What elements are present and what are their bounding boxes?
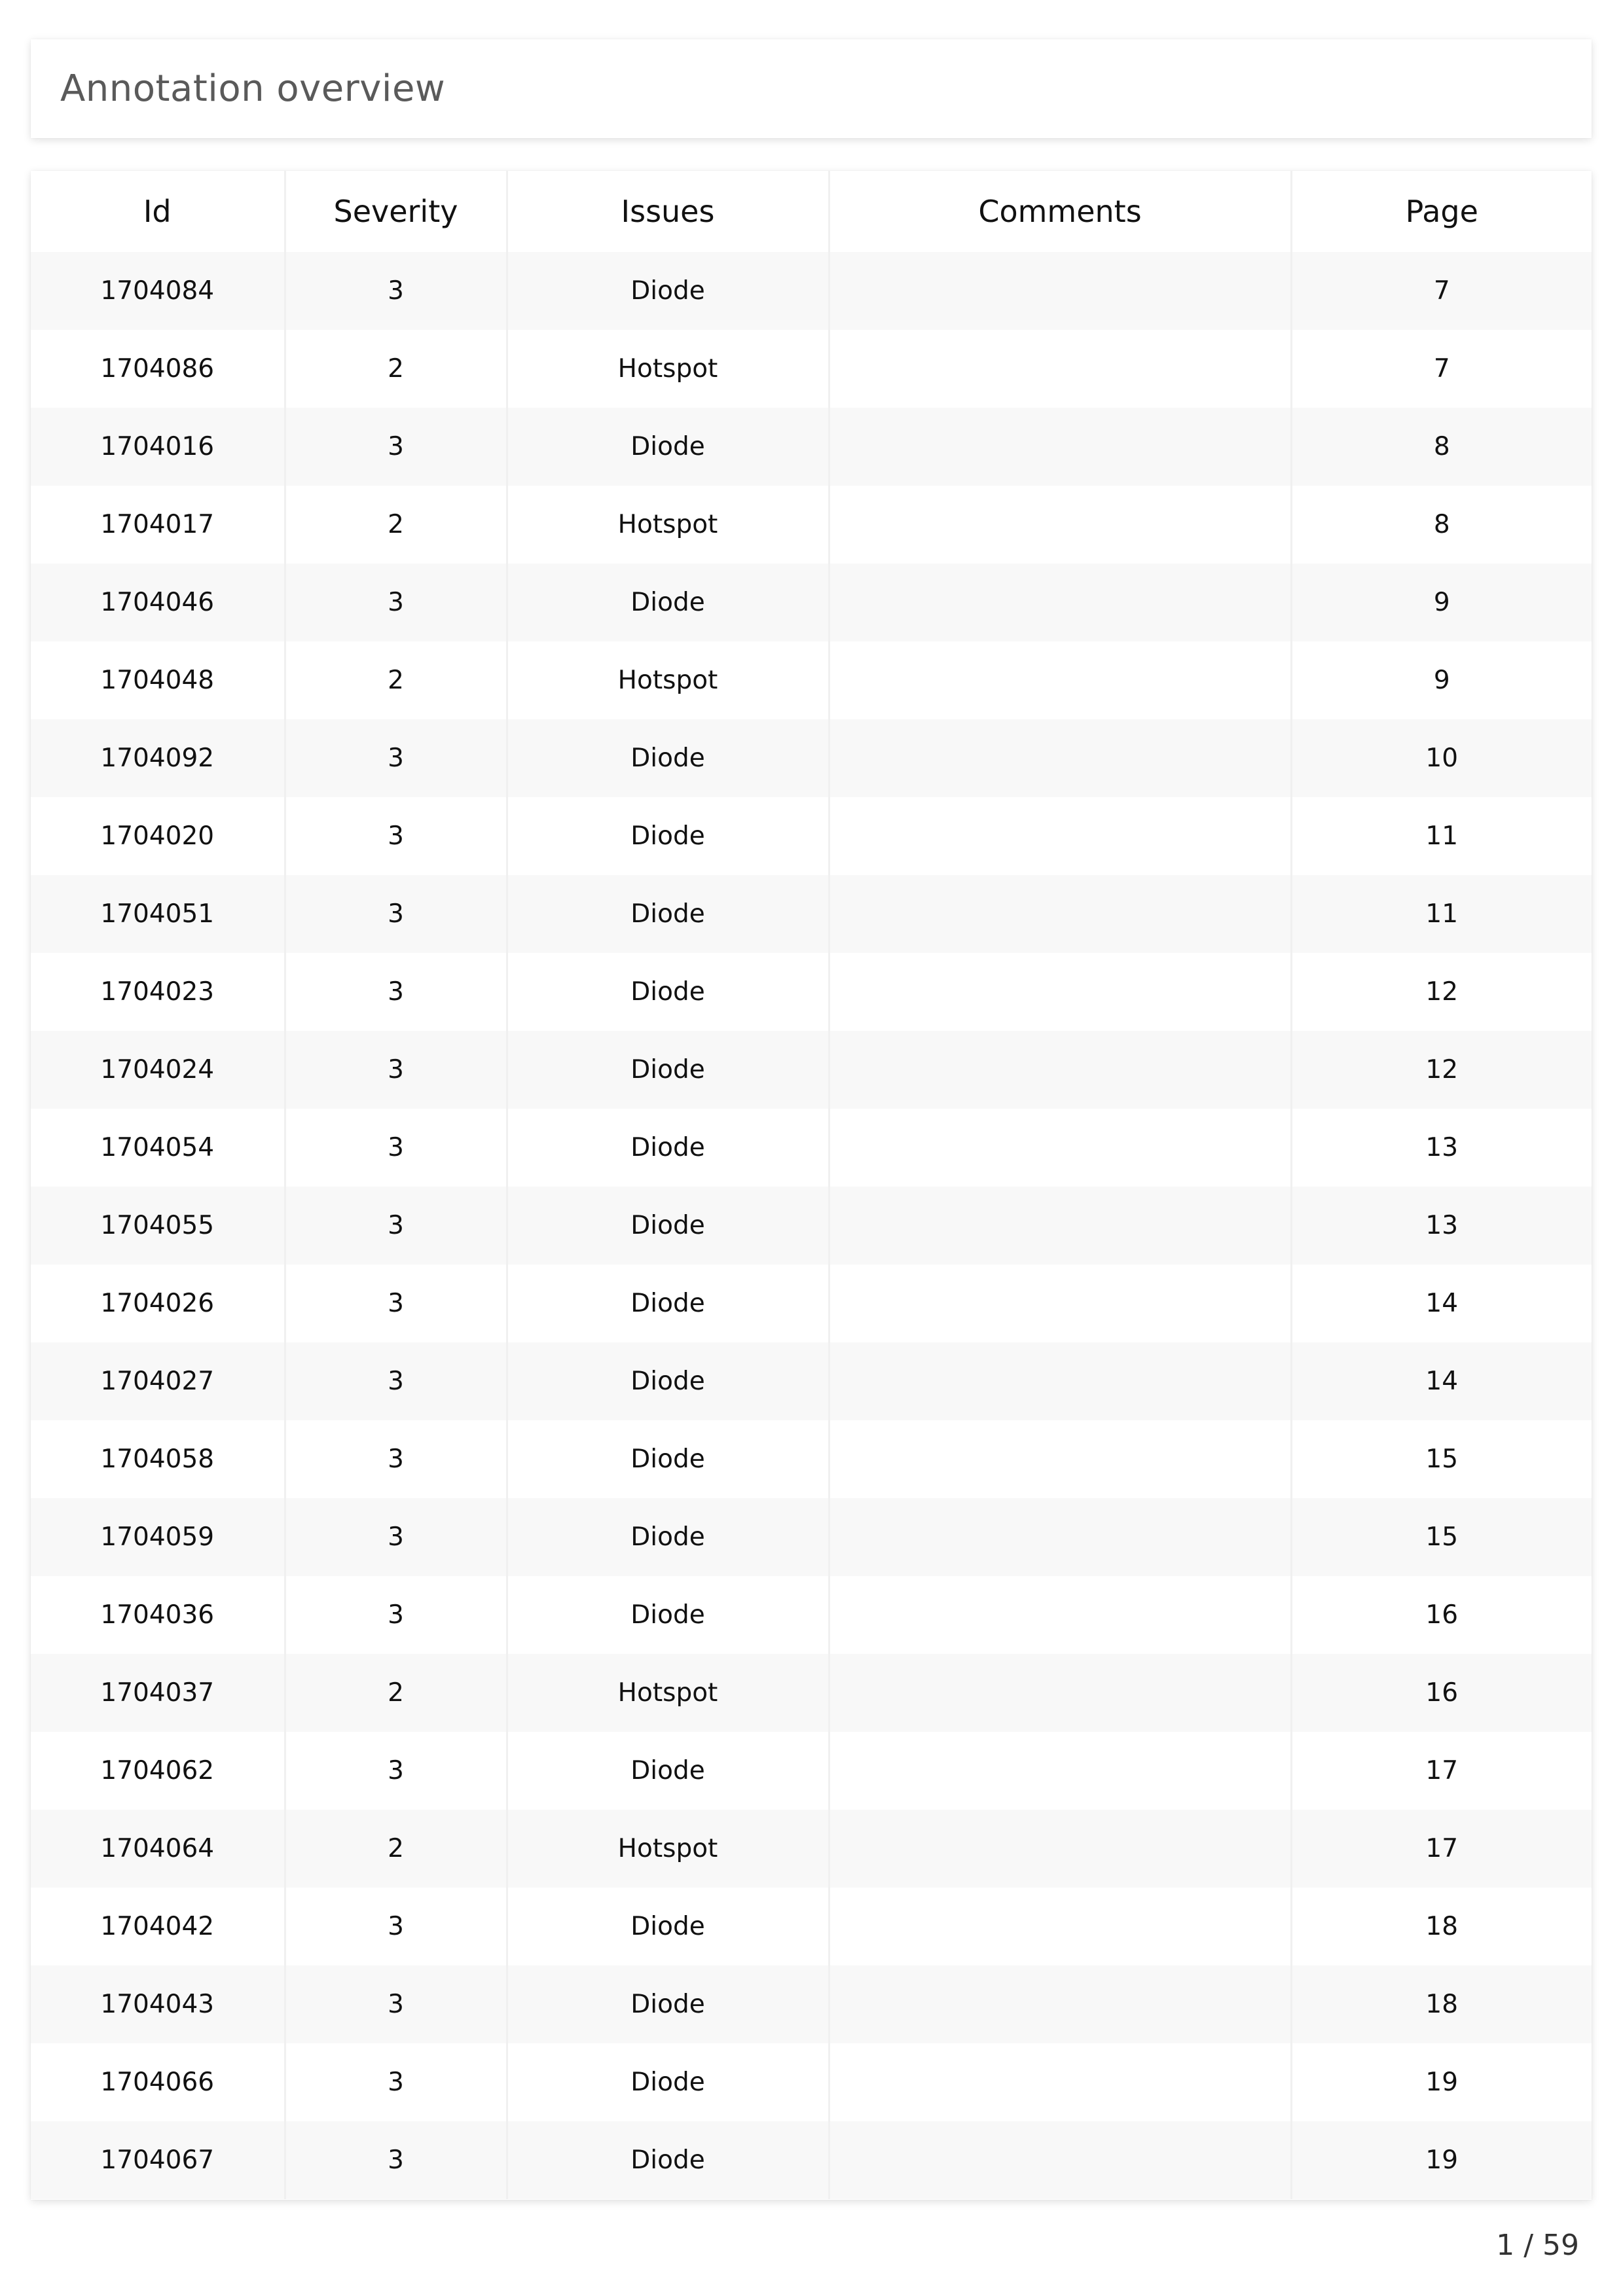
cell-issues: Diode	[507, 1576, 829, 1654]
cell-id: 1704037	[31, 1654, 285, 1732]
cell-page: 12	[1291, 1031, 1592, 1109]
table-row	[31, 1342, 1592, 1420]
cell-id: 1704084	[31, 252, 285, 330]
cell-id: 1704026	[31, 1265, 285, 1342]
cell-severity: 2	[285, 641, 507, 719]
cell-severity: 3	[285, 1265, 507, 1342]
cell-id: 1704042	[31, 1888, 285, 1965]
cell-issues: Diode	[507, 875, 829, 953]
cell-severity: 3	[285, 1187, 507, 1265]
table-row	[31, 1498, 1592, 1576]
cell-id: 1704048	[31, 641, 285, 719]
cell-issues: Hotspot	[507, 486, 829, 564]
cell-issues: Diode	[507, 2121, 829, 2199]
column-header-issues: Issues	[507, 171, 829, 252]
cell-page: 7	[1291, 330, 1592, 408]
cell-comments	[829, 1732, 1291, 1810]
column-header-comments: Comments	[829, 171, 1291, 252]
cell-comments	[829, 252, 1291, 330]
cell-severity: 3	[285, 1420, 507, 1498]
cell-issues: Hotspot	[507, 330, 829, 408]
table-row	[31, 1031, 1592, 1109]
cell-comments	[829, 1342, 1291, 1420]
cell-page: 9	[1291, 641, 1592, 719]
cell-issues: Diode	[507, 1109, 829, 1187]
cell-page: 19	[1291, 2121, 1592, 2199]
cell-severity: 3	[285, 1342, 507, 1420]
cell-id: 1704051	[31, 875, 285, 953]
cell-comments	[829, 564, 1291, 641]
cell-severity: 3	[285, 953, 507, 1031]
cell-severity: 3	[285, 1109, 507, 1187]
cell-comments	[829, 1576, 1291, 1654]
table-row	[31, 1420, 1592, 1498]
cell-severity: 3	[285, 564, 507, 641]
cell-id: 1704064	[31, 1810, 285, 1888]
cell-id: 1704086	[31, 330, 285, 408]
cell-comments	[829, 797, 1291, 875]
cell-issues: Diode	[507, 1888, 829, 1965]
cell-comments	[829, 1888, 1291, 1965]
table-row	[31, 564, 1592, 641]
table-row	[31, 875, 1592, 953]
cell-id: 1704020	[31, 797, 285, 875]
cell-id: 1704067	[31, 2121, 285, 2199]
cell-comments	[829, 330, 1291, 408]
cell-id: 1704027	[31, 1342, 285, 1420]
cell-severity: 3	[285, 875, 507, 953]
column-header-page: Page	[1291, 171, 1592, 252]
cell-id: 1704024	[31, 1031, 285, 1109]
cell-issues: Hotspot	[507, 641, 829, 719]
title-card	[31, 39, 1592, 138]
cell-page: 16	[1291, 1654, 1592, 1732]
cell-comments	[829, 719, 1291, 797]
cell-issues: Diode	[507, 797, 829, 875]
cell-comments	[829, 486, 1291, 564]
table-row	[31, 1265, 1592, 1342]
annotation-table	[31, 171, 1592, 2199]
cell-page: 19	[1291, 2043, 1592, 2121]
table-row	[31, 1732, 1592, 1810]
cell-id: 1704023	[31, 953, 285, 1031]
cell-severity: 3	[285, 1031, 507, 1109]
cell-page: 8	[1291, 486, 1592, 564]
cell-page: 17	[1291, 1810, 1592, 1888]
cell-issues: Diode	[507, 1265, 829, 1342]
table-row	[31, 486, 1592, 564]
table-row	[31, 1810, 1592, 1888]
table-row	[31, 1888, 1592, 1965]
cell-page: 11	[1291, 875, 1592, 953]
cell-page: 11	[1291, 797, 1592, 875]
cell-issues: Diode	[507, 1187, 829, 1265]
cell-severity: 3	[285, 1576, 507, 1654]
cell-comments	[829, 641, 1291, 719]
cell-issues: Diode	[507, 719, 829, 797]
cell-comments	[829, 1187, 1291, 1265]
cell-severity: 2	[285, 486, 507, 564]
cell-id: 1704055	[31, 1187, 285, 1265]
cell-id: 1704043	[31, 1965, 285, 2043]
cell-issues: Diode	[507, 252, 829, 330]
cell-comments	[829, 953, 1291, 1031]
cell-issues: Diode	[507, 1732, 829, 1810]
cell-page: 16	[1291, 1576, 1592, 1654]
cell-id: 1704058	[31, 1420, 285, 1498]
cell-id: 1704054	[31, 1109, 285, 1187]
cell-severity: 3	[285, 1888, 507, 1965]
cell-comments	[829, 408, 1291, 486]
table-row	[31, 1187, 1592, 1265]
cell-page: 14	[1291, 1265, 1592, 1342]
cell-comments	[829, 1498, 1291, 1576]
cell-issues: Diode	[507, 564, 829, 641]
table-row	[31, 408, 1592, 486]
table-row	[31, 1654, 1592, 1732]
cell-page: 18	[1291, 1888, 1592, 1965]
cell-severity: 3	[285, 252, 507, 330]
table-row	[31, 719, 1592, 797]
cell-issues: Diode	[507, 2043, 829, 2121]
cell-severity: 2	[285, 330, 507, 408]
cell-page: 13	[1291, 1187, 1592, 1265]
cell-page: 9	[1291, 564, 1592, 641]
cell-id: 1704016	[31, 408, 285, 486]
cell-id: 1704036	[31, 1576, 285, 1654]
cell-issues: Diode	[507, 1498, 829, 1576]
table-row	[31, 953, 1592, 1031]
table-row	[31, 252, 1592, 330]
cell-page: 14	[1291, 1342, 1592, 1420]
cell-page: 8	[1291, 408, 1592, 486]
cell-comments	[829, 1109, 1291, 1187]
cell-comments	[829, 1265, 1291, 1342]
cell-comments	[829, 875, 1291, 953]
cell-id: 1704046	[31, 564, 285, 641]
table-body	[31, 252, 1592, 2199]
cell-page: 15	[1291, 1420, 1592, 1498]
column-header-id: Id	[31, 171, 285, 252]
cell-issues: Diode	[507, 1031, 829, 1109]
cell-issues: Diode	[507, 1342, 829, 1420]
cell-page: 15	[1291, 1498, 1592, 1576]
cell-severity: 3	[285, 2121, 507, 2199]
table-row	[31, 1109, 1592, 1187]
column-header-severity: Severity	[285, 171, 507, 252]
table-row	[31, 797, 1592, 875]
cell-issues: Hotspot	[507, 1810, 829, 1888]
cell-page: 7	[1291, 252, 1592, 330]
cell-page: 10	[1291, 719, 1592, 797]
cell-issues: Diode	[507, 408, 829, 486]
cell-page: 13	[1291, 1109, 1592, 1187]
cell-page: 12	[1291, 953, 1592, 1031]
cell-comments	[829, 2043, 1291, 2121]
cell-page: 18	[1291, 1965, 1592, 2043]
cell-issues: Hotspot	[507, 1654, 829, 1732]
cell-severity: 3	[285, 797, 507, 875]
cell-comments	[829, 1031, 1291, 1109]
page-indicator: 1 / 59	[1496, 2229, 1579, 2262]
cell-comments	[829, 2121, 1291, 2199]
cell-issues: Diode	[507, 953, 829, 1031]
cell-comments	[829, 1965, 1291, 2043]
cell-severity: 3	[285, 1498, 507, 1576]
cell-severity: 2	[285, 1810, 507, 1888]
page-title: Annotation overview	[60, 67, 446, 110]
cell-severity: 3	[285, 2043, 507, 2121]
cell-issues: Diode	[507, 1965, 829, 2043]
cell-page: 17	[1291, 1732, 1592, 1810]
cell-comments	[829, 1420, 1291, 1498]
cell-severity: 3	[285, 719, 507, 797]
cell-comments	[829, 1654, 1291, 1732]
table-row	[31, 2121, 1592, 2199]
cell-id: 1704062	[31, 1732, 285, 1810]
annotation-table-card	[31, 171, 1592, 2200]
cell-severity: 3	[285, 1965, 507, 2043]
table-row	[31, 330, 1592, 408]
cell-severity: 2	[285, 1654, 507, 1732]
cell-id: 1704017	[31, 486, 285, 564]
cell-severity: 3	[285, 408, 507, 486]
cell-severity: 3	[285, 1732, 507, 1810]
cell-id: 1704092	[31, 719, 285, 797]
table-row	[31, 641, 1592, 719]
table-header-row	[31, 171, 1592, 252]
cell-id: 1704059	[31, 1498, 285, 1576]
cell-comments	[829, 1810, 1291, 1888]
table-row	[31, 1965, 1592, 2043]
table-row	[31, 1576, 1592, 1654]
table-row	[31, 2043, 1592, 2121]
cell-issues: Diode	[507, 1420, 829, 1498]
cell-id: 1704066	[31, 2043, 285, 2121]
